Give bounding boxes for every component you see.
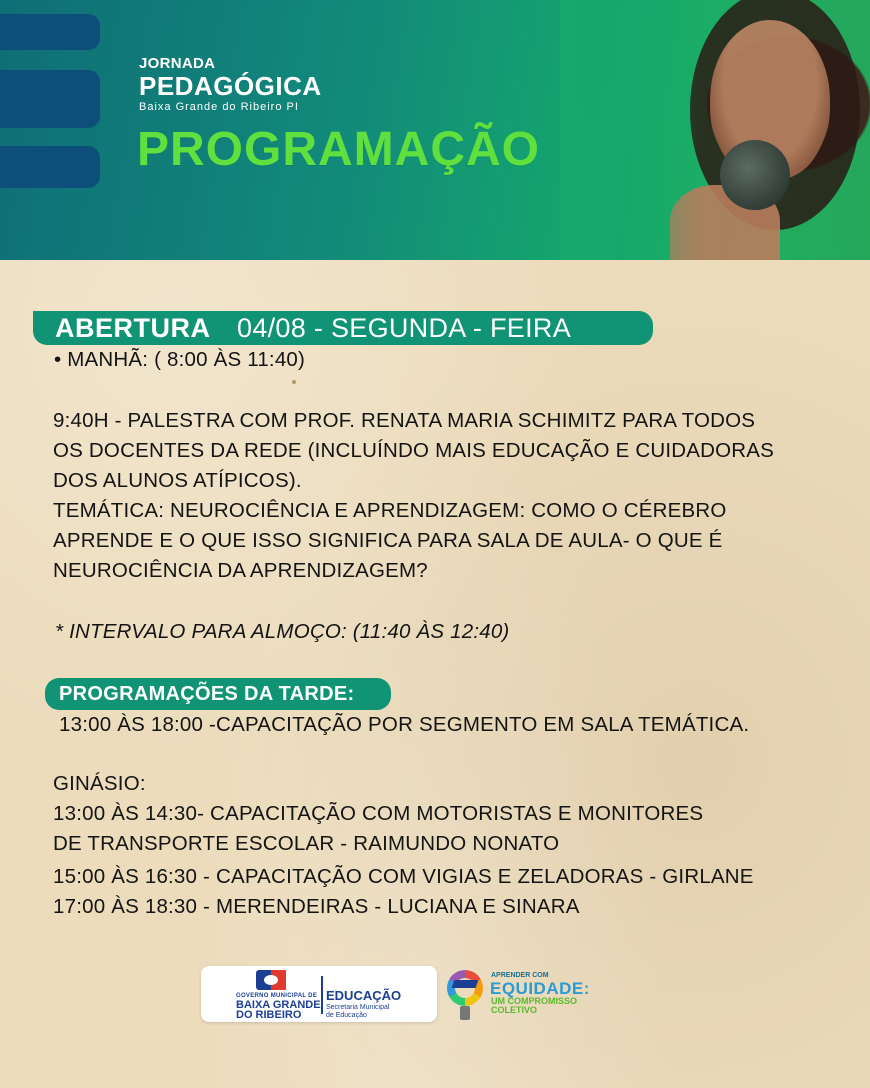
morning-period: • MANHÃ: ( 8:00 ÀS 11:40) xyxy=(54,348,306,371)
page-title: PROGRAMAÇÃO xyxy=(137,123,540,176)
graduation-lightbulb-icon xyxy=(445,966,487,1026)
ginasio-line: 13:00 ÀS 14:30- CAPACITAÇÃO COM MOTORISTAS E MONITORES xyxy=(53,802,704,825)
morning-line: APRENDE E O QUE ISSO SIGNIFICA PARA SALA DE AULA- O QUE É xyxy=(53,529,723,552)
logo-divider xyxy=(321,976,323,1014)
gov-label: GOVERNO MUNICIPAL DE xyxy=(236,993,318,999)
brand-pedagogica: PEDAGÓGICA xyxy=(139,71,322,101)
abertura-date: 04/08 - SEGUNDA - FEIRA xyxy=(237,313,571,343)
morning-line: TEMÁTICA: NEUROCIÊNCIA E APRENDIZAGEM: COMO O CÉREBRO xyxy=(53,499,727,522)
edu-label: EDUCAÇÃO xyxy=(326,988,402,1003)
ginasio-line: DE TRANSPORTE ESCOLAR - RAIMUNDO NONATO xyxy=(53,832,560,855)
city-name xyxy=(236,1000,321,1020)
secretaria-line: Secretaria Municipal xyxy=(326,1004,390,1011)
abertura-label: ABERTURA xyxy=(55,313,211,343)
brand-jornada: JORNADA xyxy=(139,55,216,72)
equidade-sub xyxy=(491,997,577,1015)
morning-line: NEUROCIÊNCIA DA APRENDIZAGEM? xyxy=(53,559,428,582)
tarde-label: PROGRAMAÇÕES DA TARDE: xyxy=(59,683,355,705)
equidade-sub-line: COLETIVO xyxy=(491,1005,538,1015)
morning-line: 9:40H - PALESTRA COM PROF. RENATA MARIA SCHIMITZ PARA TODOS xyxy=(53,409,756,432)
lunch-break: * INTERVALO PARA ALMOÇO: (11:40 ÀS 12:40) xyxy=(55,620,510,643)
brand-location: Baixa Grande do Ribeiro PI xyxy=(139,101,299,113)
ginasio-title: GINÁSIO: xyxy=(53,772,146,795)
ginasio-line: 17:00 ÀS 18:30 - MERENDEIRAS - LUCIANA E SINARA xyxy=(53,895,580,918)
equidade-top: APRENDER COM xyxy=(491,972,549,979)
municipal-logo-card xyxy=(201,966,437,1022)
header-banner xyxy=(0,0,870,260)
secretaria-label xyxy=(326,1004,389,1020)
tarde-intro: 13:00 ÀS 18:00 -CAPACITAÇÃO POR SEGMENTO EM SALA TEMÁTICA. xyxy=(59,713,750,736)
paper-speck xyxy=(292,380,296,384)
equidade-sub-line: UM COMPROMISSO xyxy=(491,996,578,1006)
photo-fade xyxy=(560,0,700,260)
decor-stripe xyxy=(0,14,100,50)
city-line: DO RIBEIRO xyxy=(236,1009,302,1021)
morning-line: DOS ALUNOS ATÍPICOS). xyxy=(53,469,302,492)
microphone-icon xyxy=(720,140,790,210)
decor-stripe xyxy=(0,146,100,188)
abertura-banner xyxy=(33,311,653,345)
decor-stripe xyxy=(0,70,100,128)
city-line: BAIXA GRANDE xyxy=(236,999,321,1011)
flag-logo-icon xyxy=(256,970,286,990)
morning-line: OS DOCENTES DA REDE (INCLUÍNDO MAIS EDUCAÇÃO E CUIDADORAS xyxy=(53,439,775,462)
tarde-banner xyxy=(45,678,391,710)
secretaria-line: de Educação xyxy=(326,1012,367,1019)
equidade-main: EQUIDADE: xyxy=(490,979,590,998)
event-brand xyxy=(139,55,322,113)
ginasio-line: 15:00 ÀS 16:30 - CAPACITAÇÃO COM VIGIAS E ZELADORAS - GIRLANE xyxy=(53,865,754,888)
